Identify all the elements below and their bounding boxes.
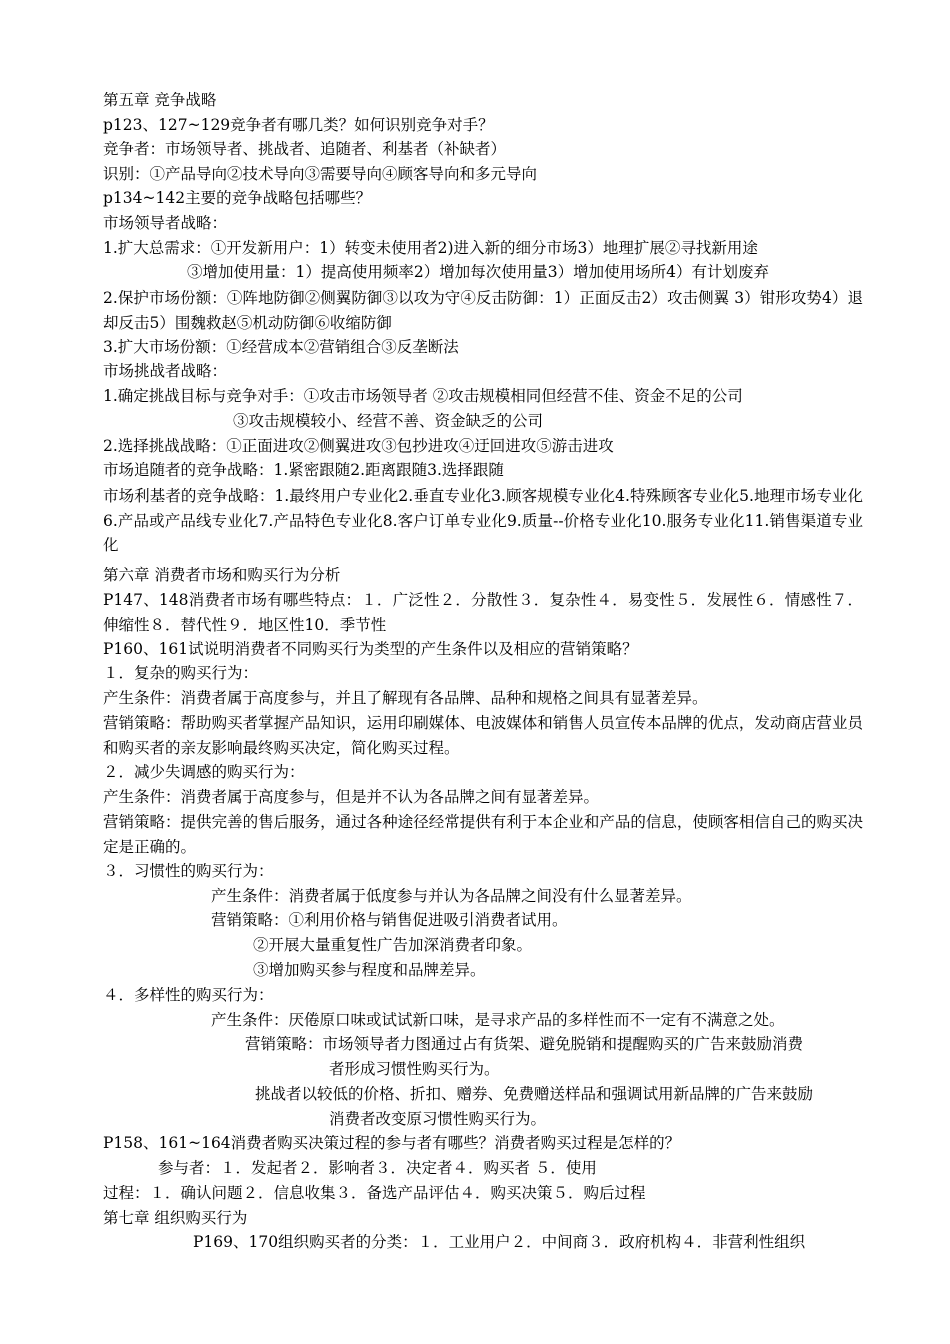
challenger-attack-strategies: 2.选择挑战战略：①正面进攻②侧翼进攻③包抄进攻④迂回进攻⑤游击进攻 [103,437,614,455]
chapter-5-heading: 第五章 竞争战略 [103,91,217,109]
variety-marketing-challenger-cont: 消费者改变原习惯性购买行为。 [329,1110,547,1128]
variety-buying-heading: ４．多样性的购买行为： [103,986,274,1004]
consumer-market-traits: P147、148消费者市场有哪些特点：１．广泛性２．分散性３．复杂性４．易变性５．发展性６．情感性７．伸缩性８．替代性９．地区性10．季节性 [103,591,863,634]
habitual-buying-condition: 产生条件：消费者属于低度参与并认为各品牌之间没有什么显著差异。 [211,887,692,905]
decision-process: 过程：１．确认问题２．信息收集３．备选产品评估４．购买决策５．购后过程 [103,1184,646,1202]
habitual-marketing-3: ③增加购买参与程度和品牌差异。 [253,961,486,979]
expand-share: 3.扩大市场份额：①经营成本②营销组合③反垄断法 [103,338,459,356]
habitual-buying-heading: ３．习惯性的购买行为： [103,862,274,880]
complex-buying-condition: 产生条件：消费者属于高度参与，并且了解现有各品牌、品种和规格之间具有显著差异。 [103,689,708,707]
chapter-7-heading: 第七章 组织购买行为 [103,1209,248,1227]
variety-marketing-challenger: 挑战者以较低的价格、折扣、赠券、免费赠送样品和强调试用新品牌的广告来鼓励 [255,1085,814,1103]
expand-demand: 1.扩大总需求：①开发新用户：1）转变未使用者2)进入新的细分市场3）地理扩展②寻找新用途 [103,239,758,257]
chapter-6-heading: 第六章 消费者市场和购买行为分析 [103,566,341,584]
nicher-strategies: 市场利基者的竞争战略：1.最终用户专业化2.垂直专业化3.顾客规模专业化4.特殊顾客专业化5.地理市场专业化6.产品或产品线专业化7.产品特色专业化8.客户订单专业化9.质量--价格专业化10.服务专业化11.销售渠道专业化 [103,487,863,554]
habitual-marketing-2: ②开展大量重复性广告加深消费者印象。 [253,936,533,954]
follower-strategies: 市场追随者的竞争战略：1.紧密跟随2.距离跟随3.选择跟随 [103,461,504,479]
variety-marketing-leader-cont: 者形成习惯性购买行为。 [329,1060,500,1078]
leader-strategy-heading: 市场领导者战略： [103,214,228,232]
challenger-targets-3: ③攻击规模较小、经营不善、资金缺乏的公司 [233,412,544,430]
dissonance-buying-marketing: 营销策略：提供完善的售后服务，通过各种途径经常提供有利于本企业和产品的信息，使顾客相信自己的购买决定是正确的。 [103,813,863,856]
variety-marketing-leader: 营销策略：市场领导者力图通过占有货架、避免脱销和提醒购买的广告来鼓励消费 [245,1035,804,1053]
question-decision-process: P158、161~164消费者购买决策过程的参与者有哪些？消费者购买过程是怎样的？ [103,1134,681,1152]
challenger-strategy-heading: 市场挑战者战略： [103,362,228,380]
increase-usage: ③增加使用量：1）提高使用频率2）增加每次使用量3）增加使用场所4）有计划废弃 [187,263,769,281]
variety-buying-condition: 产生条件：厌倦原口味或试试新口味，是寻求产品的多样性而不一定有不满意之处。 [211,1011,785,1029]
organizational-buyer-types: P169、170组织购买者的分类：１．工业用户２．中间商３．政府机构４．非营利性组织 [193,1233,806,1251]
challenger-targets: 1.确定挑战目标与竞争对手：①攻击市场领导者 ②攻击规模相同但经营不佳、资金不足的公司 [103,387,743,405]
decision-participants: 参与者：１．发起者２．影响者３．决定者４．购买者 ５．使用 [158,1159,597,1177]
protect-share: 2.保护市场份额：①阵地防御②侧翼防御③以攻为守④反击防御：1）正面反击2）攻击侧翼 3）钳形攻势4）退却反击5）围魏救赵⑤机动防御⑥收缩防御 [103,289,863,332]
complex-buying-marketing: 营销策略：帮助购买者掌握产品知识，运用印刷媒体、电波媒体和销售人员宣传本品牌的优点，发动商店营业员和购买者的亲友影响最终购买决定，简化购买过程。 [103,714,863,757]
question-main-strategies: p134~142主要的竞争战略包括哪些？ [103,189,372,207]
complex-buying-heading: １．复杂的购买行为： [103,664,259,682]
competitor-list: 竞争者：市场领导者、挑战者、追随者、利基者（补缺者） [103,140,507,158]
identification-methods: 识别：①产品导向②技术导向③需要导向④顾客导向和多元导向 [103,165,538,183]
dissonance-buying-heading: ２．减少失调感的购买行为： [103,763,305,781]
question-buying-behaviour: P160、161试说明消费者不同购买行为类型的产生条件以及相应的营销策略？ [103,640,638,658]
dissonance-buying-condition: 产生条件：消费者属于高度参与，但是并不认为各品牌之间有显著差异。 [103,788,600,806]
habitual-marketing-1: 营销策略：①利用价格与销售促进吸引消费者试用。 [211,911,568,929]
question-competitor-types: p123、127~129竞争者有哪几类？如何识别竞争对手？ [103,116,494,134]
